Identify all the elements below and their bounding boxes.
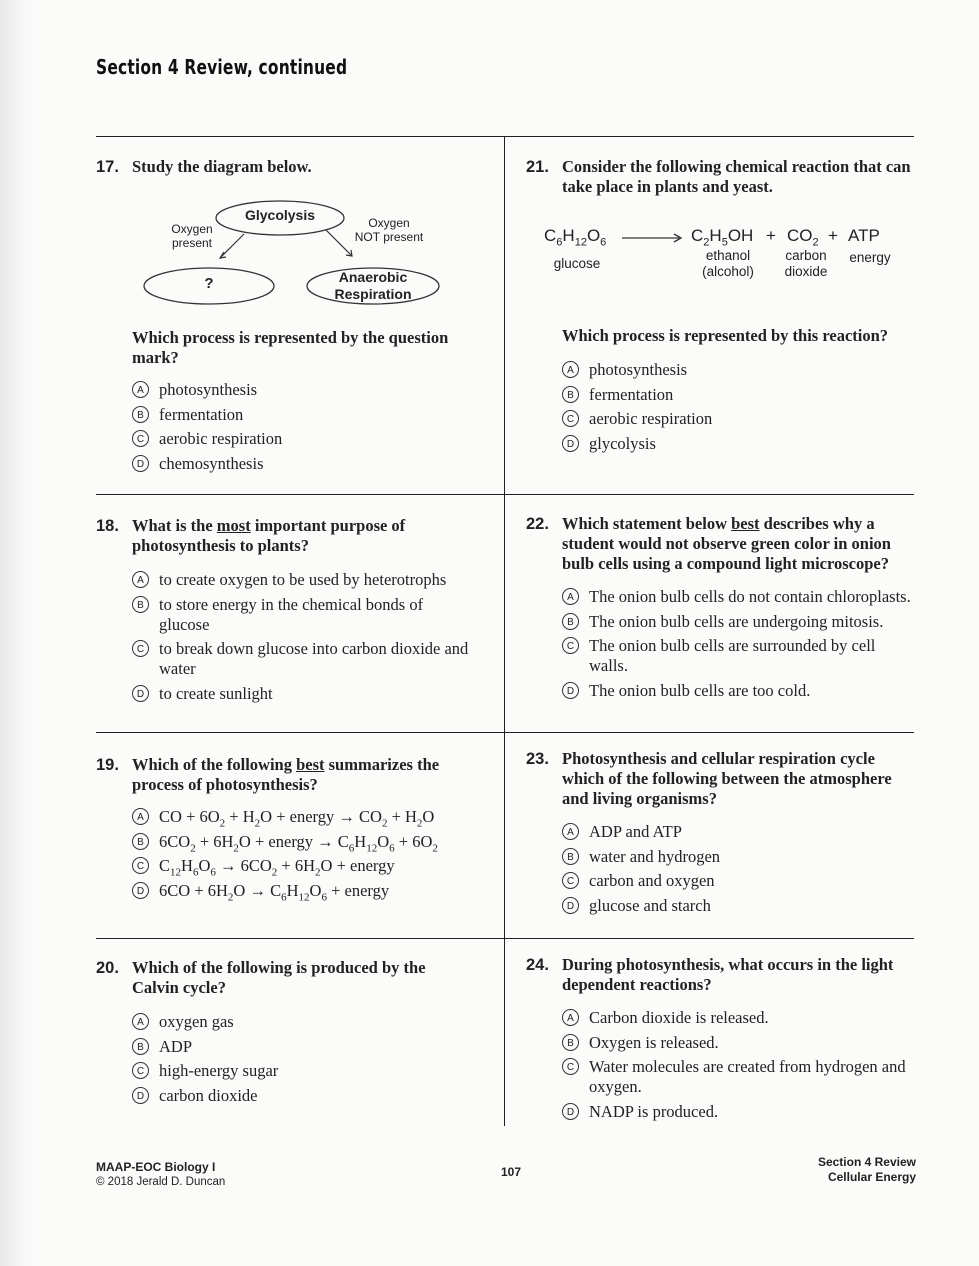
diagram-question-mark: ? xyxy=(204,275,214,292)
page-edge-shadow xyxy=(0,0,40,1266)
product-ethanol-formula: $C_2H_5OH$ xyxy=(691,226,754,249)
answer-choices xyxy=(526,587,916,701)
question-23 xyxy=(526,749,916,920)
answer-choice-a[interactable] xyxy=(562,587,916,607)
choice-bubble-icon[interactable]: D xyxy=(562,1103,579,1120)
choice-text: fermentation xyxy=(589,384,674,404)
page-number: 107 xyxy=(500,1165,522,1179)
question-18 xyxy=(96,516,476,708)
choice-text: Oxygen is released. xyxy=(589,1032,719,1052)
choice-text: to create oxygen to be used by heterotrophs xyxy=(159,570,447,589)
diagram-oxygen-present-line1: Oxygen xyxy=(171,222,213,236)
row-rule-2 xyxy=(96,732,914,733)
answer-choice-d[interactable] xyxy=(562,1102,916,1122)
answer-choices xyxy=(526,1008,916,1122)
reaction-arrow-icon xyxy=(622,232,684,244)
answer-choice-d[interactable] xyxy=(132,881,476,901)
product-atp: ATP xyxy=(848,226,880,245)
question-17 xyxy=(96,157,486,177)
footer-topic: Cellular Energy xyxy=(827,1170,916,1184)
reactant-name: glucose xyxy=(553,256,601,271)
answer-choice-d[interactable] xyxy=(562,434,916,454)
choice-text: ADP and ATP xyxy=(589,822,682,841)
footer-book-title: MAAP-EOC Biology I xyxy=(96,1160,216,1174)
answer-choice-b[interactable] xyxy=(562,847,916,867)
product-atp-name: energy xyxy=(849,250,891,265)
answer-choice-c[interactable] xyxy=(132,1061,476,1081)
choice-text: aerobic respiration xyxy=(159,429,283,448)
answer-choice-a[interactable] xyxy=(562,822,916,842)
answer-choices xyxy=(526,360,916,454)
choice-text: high-energy sugar xyxy=(159,1061,279,1080)
reactant-formula: $C_6H_{12}O_6$ xyxy=(544,226,607,249)
choice-bubble-icon[interactable]: D xyxy=(562,897,579,914)
choice-text: aerobic respiration xyxy=(589,409,713,428)
question-prompt xyxy=(132,516,476,556)
choice-bubble-icon[interactable]: C xyxy=(562,1058,579,1075)
choice-bubble-icon[interactable]: A xyxy=(132,1013,149,1030)
answer-choice-c[interactable] xyxy=(132,856,476,879)
answer-choice-c[interactable] xyxy=(132,429,486,449)
answer-choice-c[interactable] xyxy=(562,409,916,429)
choice-bubble-icon[interactable]: A xyxy=(562,361,579,378)
answer-choices xyxy=(526,822,916,916)
product-ethanol-name xyxy=(692,248,764,280)
prompt-part: important purpose of photosynthesis to plants? xyxy=(132,516,406,555)
question-prompt xyxy=(132,755,476,795)
diagram-oxygen-present-label xyxy=(160,222,224,250)
choice-text: to create sunlight xyxy=(159,683,273,703)
answer-choice-d[interactable] xyxy=(132,1086,476,1106)
diagram-oxygen-present-line2: present xyxy=(171,236,213,250)
choice-bubble-icon[interactable]: A xyxy=(132,381,149,398)
prompt-part: Which of the following xyxy=(132,755,297,774)
sub-prompt-line2: mark? xyxy=(132,348,179,367)
choice-bubble-icon[interactable]: D xyxy=(562,682,579,699)
row-rule-3 xyxy=(96,938,914,939)
choice-text: fermentation xyxy=(159,404,244,424)
prompt-emphasis: most xyxy=(216,516,251,535)
answer-choice-a[interactable] xyxy=(562,360,916,380)
prompt-emphasis: best xyxy=(731,514,760,533)
answer-choice-c[interactable] xyxy=(562,1057,916,1097)
plus-sign: + xyxy=(828,226,838,245)
prompt-part: Which statement below xyxy=(562,514,732,533)
question-22 xyxy=(526,514,916,705)
choice-bubble-icon[interactable]: C xyxy=(132,1062,149,1079)
choice-text: carbon dioxide xyxy=(159,1085,258,1105)
choice-text: glycolysis xyxy=(589,433,656,453)
choice-bubble-icon[interactable]: D xyxy=(132,455,149,472)
choice-formula: $6CO + 6H_2O \to C_6H_{12}O_6$ + energy xyxy=(159,880,390,903)
choice-bubble-icon[interactable]: C xyxy=(132,430,149,447)
diagram-oxygen-not-present-line1: Oxygen xyxy=(368,216,410,230)
question-19 xyxy=(96,755,476,905)
answer-choices xyxy=(96,570,476,704)
choice-bubble-icon[interactable]: B xyxy=(132,596,149,613)
diagram-anaerobic-line1: Anaerobic xyxy=(338,269,408,285)
question-number: 17. xyxy=(96,158,119,176)
product-co2-name xyxy=(776,248,836,280)
question-number: 18. xyxy=(96,517,119,535)
question-24 xyxy=(526,955,916,1126)
product-co2-formula: $CO_2$ xyxy=(787,226,819,249)
answer-choice-c[interactable] xyxy=(132,639,476,679)
answer-choice-c[interactable] xyxy=(562,871,916,891)
question-prompt: Photosynthesis and cellular respiration cycle which of the following between the atmosphere and living organisms? xyxy=(562,749,892,808)
choice-bubble-icon[interactable]: D xyxy=(562,435,579,452)
choice-formula: $C_{12}H_6O_6 \to 6CO_2 + 6H_2O$ + energy xyxy=(159,856,395,879)
choice-text: water and hydrogen xyxy=(589,846,721,866)
choice-bubble-icon[interactable]: B xyxy=(562,1034,579,1051)
answer-choice-d[interactable] xyxy=(132,454,486,474)
question-prompt xyxy=(562,514,916,574)
choice-bubble-icon[interactable]: A xyxy=(562,823,579,840)
footer-right xyxy=(760,1155,916,1185)
diagram-anaerobic-line2: Respiration xyxy=(334,286,412,302)
ethanol-name-line1: ethanol xyxy=(705,248,751,263)
choice-bubble-icon[interactable]: A xyxy=(132,571,149,588)
choice-bubble-icon[interactable]: C xyxy=(562,410,579,427)
question-number: 20. xyxy=(96,959,119,977)
answer-choices xyxy=(96,1012,476,1106)
answer-choice-b[interactable] xyxy=(562,1033,916,1053)
co2-name-line1: carbon xyxy=(785,248,827,263)
co2-name-line2: dioxide xyxy=(784,264,828,279)
answer-choice-b[interactable] xyxy=(132,1037,476,1057)
center-divider xyxy=(504,136,505,1126)
choice-formula: CO + $6O_2 + H_2O$ + energy → $CO_2 + H_2O$ xyxy=(159,807,435,830)
question-number: 22. xyxy=(526,515,549,533)
choice-text: The onion bulb cells are undergoing mitosis. xyxy=(589,611,884,631)
choice-bubble-icon[interactable]: A xyxy=(562,1009,579,1026)
choice-formula: $6CO_2 + 6H_2O$ + energy → $C_6H_{12}O_6 + 6O_2$ xyxy=(159,831,438,854)
choice-bubble-icon[interactable]: C xyxy=(562,872,579,889)
question-number: 21. xyxy=(526,158,549,176)
ethanol-name-line2: (alcohol) xyxy=(702,264,754,279)
answer-choice-a[interactable] xyxy=(132,380,486,400)
question-prompt: During photosynthesis, what occurs in the light dependent reactions? xyxy=(562,955,894,994)
choice-bubble-icon[interactable]: B xyxy=(132,1038,149,1055)
choice-bubble-icon[interactable]: C xyxy=(132,857,149,874)
choice-text: Water molecules are created from hydrogen and oxygen. xyxy=(589,1057,906,1096)
question-21-body xyxy=(526,326,916,458)
diagram-anaerobic-respiration xyxy=(320,269,426,303)
diagram-glycolysis-label: Glycolysis xyxy=(244,207,316,223)
prompt-part: describes why a student would not observe green color in onion bulb cells using a compound light microscope? xyxy=(562,514,891,573)
answer-choice-b[interactable] xyxy=(132,832,476,852)
answer-choices xyxy=(96,807,476,901)
choice-bubble-icon[interactable]: B xyxy=(562,848,579,865)
question-prompt: Consider the following chemical reaction that can take place in plants and yeast. xyxy=(562,157,911,196)
prompt-emphasis: best xyxy=(296,755,325,774)
diagram-oxygen-not-present-line2: NOT present xyxy=(354,230,424,244)
choice-bubble-icon[interactable]: B xyxy=(132,406,149,423)
choice-text: ADP xyxy=(159,1036,193,1056)
glycolysis-diagram xyxy=(140,200,450,310)
choice-text: NADP is produced. xyxy=(589,1101,719,1121)
choice-text: carbon and oxygen xyxy=(589,871,715,890)
choice-bubble-icon[interactable]: C xyxy=(132,640,149,657)
choice-bubble-icon[interactable]: D xyxy=(132,685,149,702)
choice-text: to store energy in the chemical bonds of glucose xyxy=(159,594,424,634)
page-title: Section 4 Review, continued xyxy=(96,55,348,79)
choice-bubble-icon[interactable]: A xyxy=(132,808,149,825)
question-number: 23. xyxy=(526,750,549,768)
question-21-sub-prompt: Which process is represented by this reaction? xyxy=(562,326,889,345)
answer-choice-b[interactable] xyxy=(132,595,476,635)
question-21 xyxy=(526,157,916,197)
choice-text: oxygen gas xyxy=(159,1012,234,1031)
question-number: 24. xyxy=(526,956,549,974)
answer-choice-a[interactable] xyxy=(562,1008,916,1028)
prompt-part: summarizes the process of photosynthesis? xyxy=(132,755,440,794)
choice-text: The onion bulb cells are too cold. xyxy=(589,680,811,700)
choice-bubble-icon[interactable]: D xyxy=(132,882,149,899)
question-20 xyxy=(96,958,476,1110)
answer-choice-d[interactable] xyxy=(562,681,916,701)
question-17-body xyxy=(96,328,486,478)
prompt-part: What is the xyxy=(132,516,217,535)
answer-choice-d[interactable] xyxy=(562,896,916,916)
answer-choice-a[interactable] xyxy=(132,807,476,830)
footer-left xyxy=(96,1160,225,1189)
choice-text: Carbon dioxide is released. xyxy=(589,1008,769,1027)
diagram-oxygen-not-present-label xyxy=(346,216,432,244)
question-number: 19. xyxy=(96,756,119,774)
choice-text: photosynthesis xyxy=(589,360,688,379)
choice-bubble-icon[interactable]: B xyxy=(562,613,579,630)
answer-choices xyxy=(96,380,486,474)
choice-text: to break down glucose into carbon dioxide and water xyxy=(159,639,469,678)
answer-choice-b[interactable] xyxy=(562,612,916,632)
answer-choice-b[interactable] xyxy=(132,405,486,425)
choice-bubble-icon[interactable]: B xyxy=(132,833,149,850)
answer-choice-d[interactable] xyxy=(132,684,476,704)
row-rule-1 xyxy=(96,494,914,495)
choice-bubble-icon[interactable]: C xyxy=(562,637,579,654)
choice-bubble-icon[interactable]: D xyxy=(132,1087,149,1104)
sub-prompt-line1: Which process is represented by the question xyxy=(132,328,449,347)
footer-section: Section 4 Review xyxy=(817,1155,916,1169)
plus-sign: + xyxy=(766,226,776,245)
choice-bubble-icon[interactable]: A xyxy=(562,588,579,605)
question-17-sub-prompt xyxy=(132,328,486,368)
choice-text: photosynthesis xyxy=(159,380,258,399)
question-prompt: Study the diagram below. xyxy=(132,157,312,176)
choice-text: glucose and starch xyxy=(589,895,711,915)
choice-text: The onion bulb cells do not contain chloroplasts. xyxy=(589,587,911,606)
footer-copyright: © 2018 Jerald D. Duncan xyxy=(96,1176,226,1188)
choice-text: chemosynthesis xyxy=(159,453,264,473)
answer-choice-a[interactable] xyxy=(132,1012,476,1032)
answer-choice-a[interactable] xyxy=(132,570,476,590)
choice-bubble-icon[interactable]: B xyxy=(562,386,579,403)
choice-text: The onion bulb cells are surrounded by cell walls. xyxy=(589,636,876,675)
answer-choice-b[interactable] xyxy=(562,385,916,405)
question-prompt: Which of the following is produced by the Calvin cycle? xyxy=(132,958,426,997)
footer-page-number xyxy=(490,1165,532,1180)
fermentation-reaction xyxy=(544,226,904,288)
answer-choice-c[interactable] xyxy=(562,636,916,676)
